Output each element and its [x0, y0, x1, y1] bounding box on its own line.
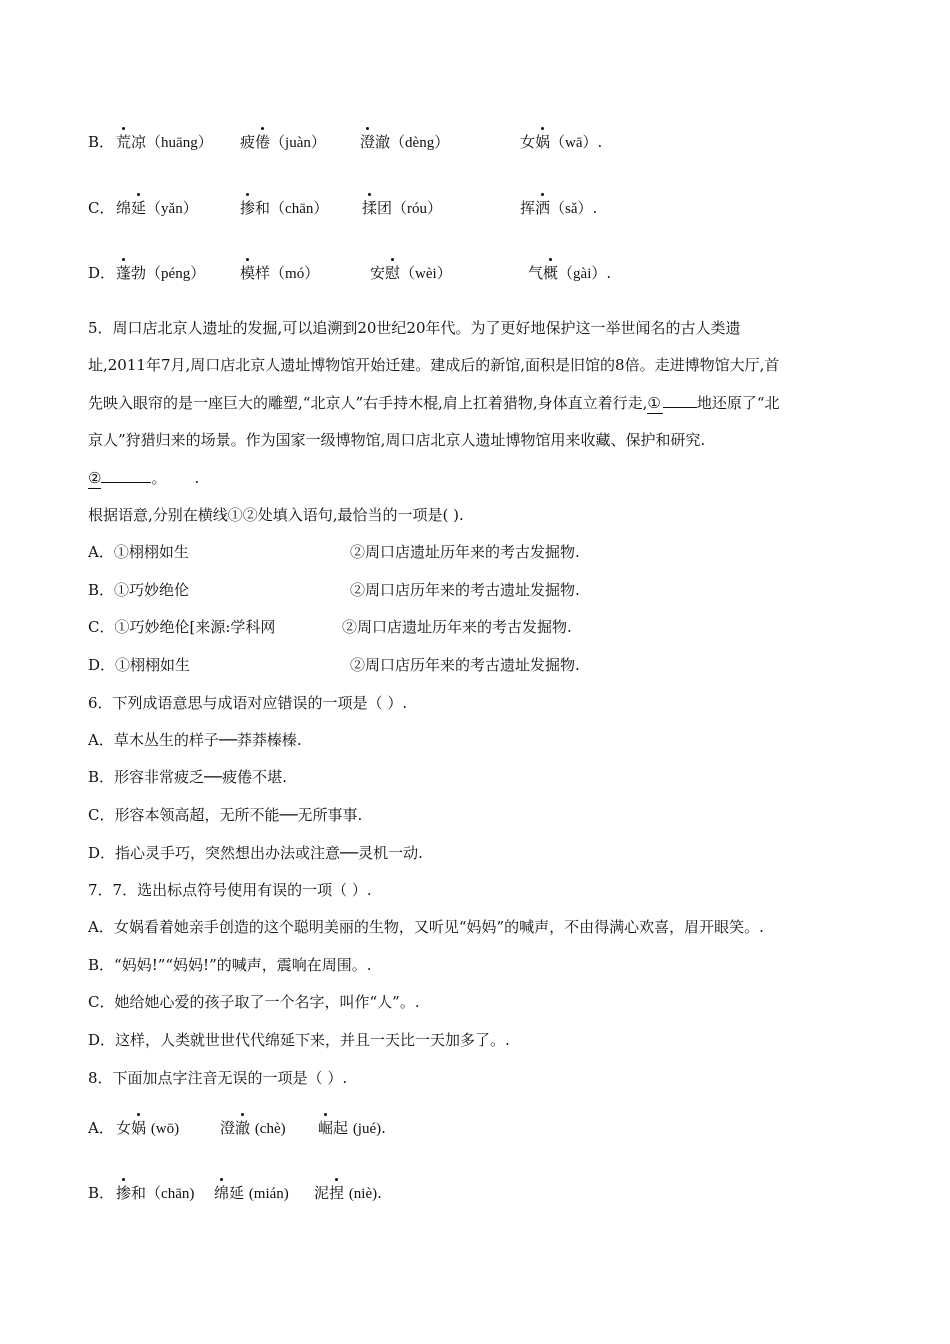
q6-question: 6．下列成语意思与成语对应错误的一项是（ ）.: [88, 694, 408, 712]
blank-1: [663, 407, 697, 408]
pinyin: (mián): [248, 1186, 289, 1202]
option-text: B．①巧妙绝伦: [88, 581, 190, 599]
q5-passage-line-4: 京人”狩猎归来的场景。作为国家一级博物馆,周口店北京人遗址博物馆用来收藏、保护和研究.: [88, 431, 706, 449]
dotted-char: 娲: [131, 1119, 147, 1137]
option-text: D．①栩栩如生: [88, 656, 191, 674]
dotted-char: 蓬: [116, 264, 132, 282]
q6-option-d: D．指心灵手巧，突然想出办法或注意──灵机一动.: [88, 844, 423, 862]
word-2: 疲倦（juàn）: [240, 133, 326, 151]
q5-passage-line-1: 5．周口店北京人遗址的发掘,可以追溯到20世纪20年代。为了更好地保护这一举世闻名的古人类遗: [88, 319, 741, 337]
pinyin: (wō): [150, 1121, 180, 1137]
dotted-char: 慰: [385, 264, 401, 282]
word-3: 安慰（wèi）: [370, 264, 452, 282]
q7-question: 7．7．选出标点符号使用有误的一项（ ）.: [88, 881, 372, 899]
dotted-char: 揉: [362, 199, 378, 217]
pinyin: (chè): [254, 1121, 286, 1137]
word-2: 澄澈 (chè): [220, 1119, 286, 1137]
pinyin: （juàn）: [270, 135, 326, 151]
pinyin: （mó）: [270, 266, 320, 282]
q5-passage-line-3: 先映入眼帘的是一座巨大的雕塑,“北京人”右手持木棍,肩上扛着猎物,身体直立着行走,① 地还原了“北: [88, 394, 780, 412]
dotted-char: 绵: [214, 1184, 230, 1202]
pinyin: (niè): [348, 1186, 378, 1202]
q5-question: 根据语意,分别在横线①②处填入语句,最恰当的一项是( ).: [88, 506, 464, 524]
word-1: 蓬勃（péng）: [116, 264, 206, 282]
word-2: 模样（mó）: [240, 264, 320, 282]
dotted-char: 洒: [535, 199, 551, 217]
dotted-char: 模: [240, 264, 256, 282]
dotted-char: 延: [131, 199, 147, 217]
q5-passage-line-2: 址,2011年7月,周口店北京人遗址博物馆开始迁建。建成后的新馆,面积是旧馆的8倍。走进博物馆大厅,首: [88, 356, 780, 374]
pinyin: （sǎ）: [550, 201, 593, 217]
option-text: ②周口店遗址历年来的考古发掘物.: [342, 618, 572, 636]
word-2: 绵延 (mián): [214, 1184, 289, 1202]
dotted-char: 捏: [329, 1184, 345, 1202]
option-text: ②周口店历年来的考古遗址发掘物.: [350, 581, 580, 599]
pinyin: （róu）: [392, 201, 443, 217]
dotted-char: 倦: [255, 133, 271, 151]
q7-option-b: B．“妈妈!”“妈妈!”的喊声，震响在周围。.: [88, 956, 372, 974]
word-3: 泥捏 (niè).: [314, 1184, 382, 1202]
q5-passage-line-5: ② 。 .: [88, 469, 200, 487]
word-4: 女娲（wā）.: [520, 133, 603, 151]
blank-2-marker: ②: [88, 469, 102, 487]
word-3: 崛起 (jué).: [318, 1119, 386, 1137]
pinyin: （chān）: [270, 201, 329, 217]
option-label: B．: [88, 1184, 115, 1202]
pinyin: （dèng）: [390, 135, 450, 151]
option-label: C．: [88, 199, 115, 217]
q6-option-c: C．形容本领高超，无所不能──无所事事.: [88, 806, 363, 824]
word-1: 荒凉（huāng）: [116, 133, 213, 151]
pinyin: （gài）: [558, 266, 607, 282]
word-2: 掺和（chān）: [240, 199, 329, 217]
pinyin: (jué): [352, 1121, 382, 1137]
dotted-char: 掺: [240, 199, 256, 217]
q7-option-d: D．这样，人类就世世代代绵延下来，并且一天比一天加多了。.: [88, 1031, 510, 1049]
pinyin: （chān): [146, 1186, 195, 1202]
dotted-char: 娲: [535, 133, 551, 151]
q6-option-b: B．形容非常疲乏──疲倦不堪.: [88, 768, 287, 786]
blank-2: [101, 482, 151, 483]
option-label: D．: [88, 264, 116, 282]
pinyin: （huāng）: [146, 135, 213, 151]
word-3: 揉团（róu）: [362, 199, 443, 217]
word-3: 澄澈（dèng）: [360, 133, 450, 151]
dotted-char: 概: [543, 264, 559, 282]
dotted-char: 掺: [116, 1184, 132, 1202]
dotted-char: 崛: [318, 1119, 334, 1137]
q8-question: 8．下面加点字注音无误的一项是（ ）.: [88, 1069, 348, 1087]
word-1: 绵延（yǎn）: [116, 199, 198, 217]
word-1: 掺和（chān): [116, 1184, 195, 1202]
dotted-char: 荒: [116, 133, 132, 151]
dotted-char: 澈: [235, 1119, 251, 1137]
pinyin: （wā）: [550, 135, 598, 151]
q7-option-a: A．女娲看着她亲手创造的这个聪明美丽的生物，又听见“妈妈”的喊声，不由得满心欢喜，眉开眼笑。.: [88, 918, 764, 936]
option-text: C．①巧妙绝伦[来源:学科网: [88, 618, 276, 636]
word-1: 女娲 (wō): [116, 1119, 180, 1137]
option-label: B．: [88, 133, 115, 151]
option-text: ②周口店历年来的考古遗址发掘物.: [350, 656, 580, 674]
pinyin: （péng）: [146, 266, 206, 282]
word-4: 气概（gài）.: [528, 264, 612, 282]
option-text: A．①栩栩如生: [88, 543, 189, 561]
pinyin: （yǎn）: [146, 201, 198, 217]
pinyin: （wèi）: [400, 266, 452, 282]
blank-1-marker: ①: [647, 394, 661, 412]
option-text: ②周口店遗址历年来的考古发掘物.: [350, 543, 580, 561]
q7-option-c: C．她给她心爱的孩子取了一个名字，叫作“人”。.: [88, 993, 420, 1011]
q6-option-a: A．草木丛生的样子──莽莽榛榛.: [88, 731, 302, 749]
dotted-char: 澄: [360, 133, 376, 151]
word-4: 挥洒（sǎ）.: [520, 199, 598, 217]
option-label: A．: [88, 1119, 114, 1137]
